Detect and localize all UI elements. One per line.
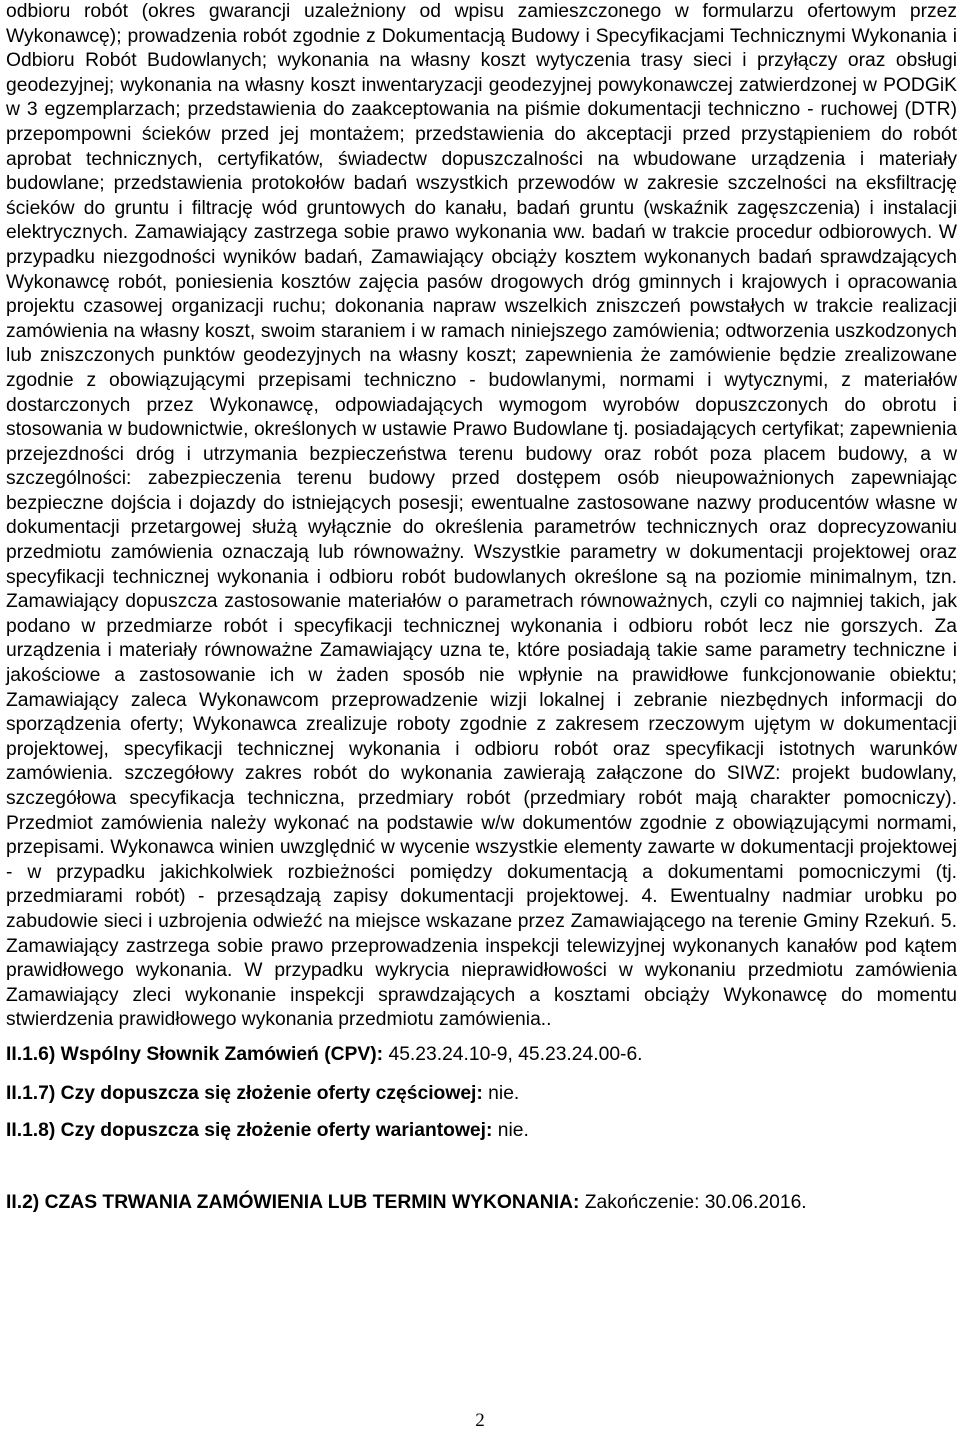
- section-cpv: [6, 1043, 957, 1068]
- section-variant-offer-value: nie.: [492, 1120, 529, 1142]
- document-page: [6, 0, 957, 1215]
- section-duration-label: II.2) CZAS TRWANIA ZAMÓWIENIA LUB TERMIN WYKONANIA:: [6, 1191, 580, 1213]
- body-paragraph: odbioru robót (okres gwarancji uzależniony od wpisu zamieszczonego w formularzu ofertowym przez Wykonawcę); prowadzenia robót zgodnie z Dokumentacją Budowy i Specyfikacjami Technicznymi Wykonania i Odbioru Robót Budowlanych; wykonania na własny koszt wytyczenia trasy sieci i przyłączy oraz obsługi geodezyjnej; wykonania na własny koszt inwentaryzacji geodezyjnej powykonawczej zatwierdzonej w PODGiK w 3 egzemplarzach; przedstawienia do zaakceptowania na piśmie dokumentacji techniczno - ruchowej (DTR) przepompowni ścieków przed jej montażem; przedstawienia do akceptacji przed przystąpieniem do robót aprobat technicznych, certyfikatów, świadectw dopuszczalności na wbudowane urządzenia i materiały budowlane; przedstawienia protokołów badań wszystkich przewodów w zakresie szczelności na eksfiltrację ścieków do gruntu i filtrację wód gruntowych do kanału, badań gruntu (wskaźnik zagęszczenia) i instalacji elektrycznych. Zamawiający zastrzega sobie prawo wykonania ww. badań w trakcie procedur odbiorowych. W przypadku niezgodności wyników badań, Zamawiający obciąży kosztem wykonanych badań sprawdzających Wykonawcę robót, poniesienia kosztów zajęcia pasów drogowych dróg gminnych i krajowych i opracowania projektu czasowej organizacji ruchu; dokonania napraw wszelkich zniszczeń powstałych w trakcie realizacji zamówienia na własny koszt, swoim staraniem i w ramach niniejszego zamówienia; odtworzenia uszkodzonych lub zniszczonych punktów geodezyjnych na własny koszt; zapewnienia że zamówienie będzie zrealizowane zgodnie z obowiązującymi przepisami techniczno - budowlanymi, normami i wytycznymi, z materiałów dostarczonych przez Wykonawcę, odpowiadających wymogom wyrobów dopuszczonych do obrotu i stosowania w budownictwie, określonych w ustawie Prawo Budowlane tj. posiadających certyfikat; zapewnienia przejezdności dróg i utrzymania bezpieczeństwa terenu budowy oraz robót poza placem budowy, a w szczególności: zabezpieczenia terenu budowy przed dostępem osób nieupoważnionych zapewniając bezpieczne dojścia i dojazdy do istniejących posesji; ewentualne zastosowane nazwy producentów własne w dokumentacji przetargowej służą wyłącznie do określenia parametrów technicznych oraz doprecyzowaniu przedmiotu zamówienia oznaczają lub równoważny. Wszystkie parametry w dokumentacji projektowej oraz specyfikacji technicznej wykonania i odbioru robót budowlanych określone są na poziomie minimalnym, tzn. Zamawiający dopuszcza zastosowanie materiałów o parametrach równoważnych, czyli co najmniej takich, jak podano w przedmiarze robót i specyfikacji technicznej wykonania i odbioru robót lecz nie gorszych. Za urządzenia i materiały równoważne Zamawiający uzna te, które posiadają takie same parametry techniczne i jakościowe a zastosowanie ich w żaden sposób nie wpłynie na prawidłowe funkcjonowanie obiektu; Zamawiający zaleca Wykonawcom przeprowadzenie wizji lokalnej i zebranie niezbędnych informacji do sporządzenia oferty; Wykonawca zrealizuje roboty zgodnie z zakresem rzeczowym ujętym w dokumentacji projektowej, specyfikacji technicznej wykonania i odbioru robót oraz specyfikacji istotnych warunków zamówienia. szczegółowy zakres robót do wykonania zawierają załączone do SIWZ: projekt budowlany, szczegółowa specyfikacja techniczna, przedmiary robót (przedmiary robót mają charakter pomocniczy). Przedmiot zamówienia należy wykonać na podstawie w/w dokumentów zgodnie z obowiązującymi normami, przepisami. Wykonawca winien uwzględnić w wycenie wszystkie elementy zawarte w dokumentacji projektowej - w przypadku jakichkolwiek rozbieżności pomiędzy dokumentacją a dokumentami pomocniczymi (tj. przedmiarami robót) - przesądzają zapisy dokumentacji projektowej. 4. Ewentualny nadmiar urobku po zabudowie sieci i uzbrojenia odwieźć na miejsce wskazane przez Zamawiającego na terenie Gminy Rzekuń. 5. Zamawiający zastrzega sobie prawo przeprowadzenia inspekcji telewizyjnej wykonanych kanałów pod kątem prawidłowego wykonania. W przypadku wykrycia nieprawidłowości w wykonaniu przedmiotu zamówienia Zamawiający zleci wykonanie inspekcji sprawdzających a kosztami obciąży Wykonawcę do momentu stwierdzenia prawidłowego wykonania przedmiotu zamówienia..: [6, 1, 957, 1031]
- section-partial-offer-value: nie.: [482, 1082, 520, 1104]
- section-variant-offer: [6, 1119, 957, 1144]
- section-cpv-value: 45.23.24.10-9, 45.23.24.00-6.: [383, 1043, 643, 1065]
- section-partial-offer-label: II.1.7) Czy dopuszcza się złożenie oferty częściowej:: [6, 1082, 483, 1104]
- section-partial-offer: [6, 1082, 957, 1107]
- section-duration: [6, 1191, 957, 1216]
- section-variant-offer-label: II.1.8) Czy dopuszcza się złożenie oferty wariantowej:: [6, 1120, 493, 1142]
- section-duration-value: Zakończenie: 30.06.2016.: [579, 1191, 807, 1213]
- section-cpv-label: II.1.6) Wspólny Słownik Zamówień (CPV):: [6, 1043, 384, 1065]
- page-number: 2: [475, 1410, 485, 1431]
